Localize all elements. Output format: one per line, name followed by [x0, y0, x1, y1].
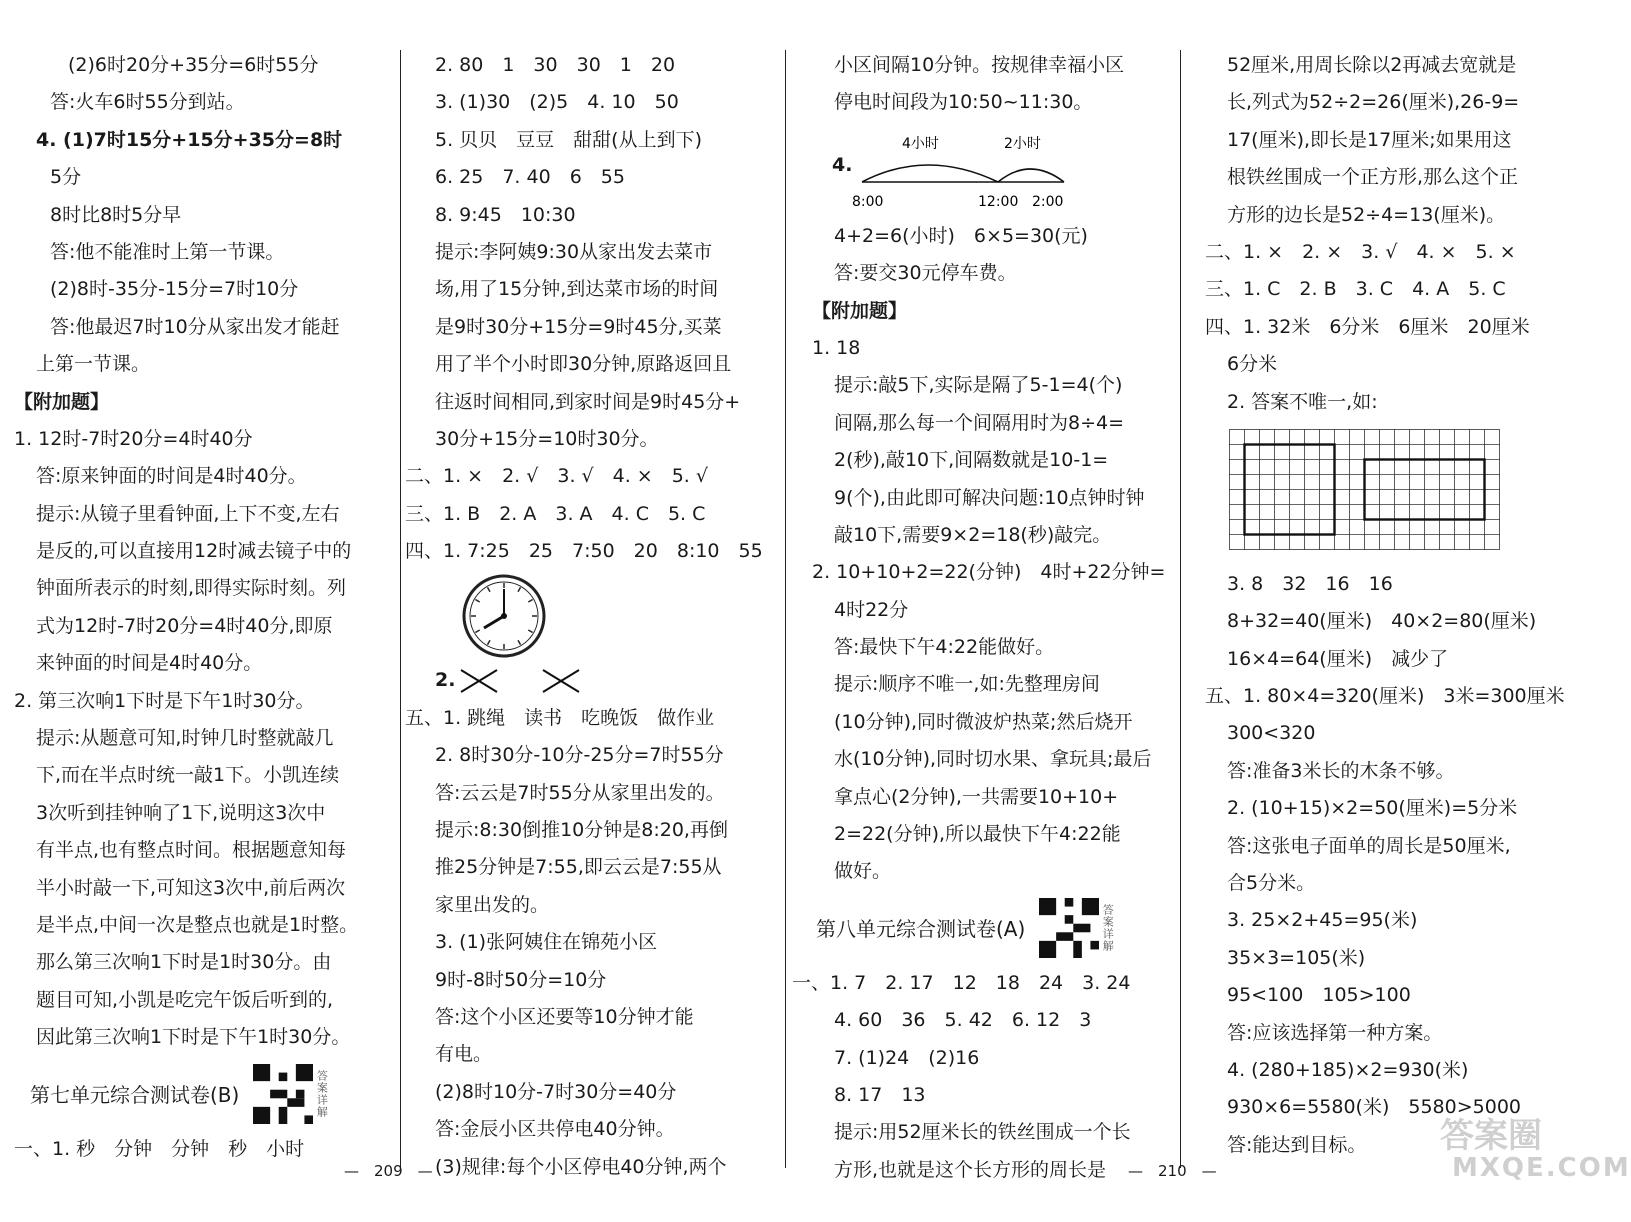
bonus-heading: 【附加题】 — [14, 390, 110, 413]
hint-line: 推25分钟是7:55,即云云是7:55从 — [435, 856, 722, 879]
question-line: 四、1. 32米 6分米 6厘米 20厘米 — [1205, 315, 1530, 338]
text-line: 答:他不能准时上第一节课。 — [50, 240, 285, 263]
text-line: 有电。 — [435, 1043, 493, 1066]
timeline-tick-label: 2:00 — [1032, 193, 1064, 210]
clock-icon — [461, 573, 547, 659]
hint-line: 题目可知,小凯是吃完午饭后听到的, — [36, 988, 334, 1011]
timeline-tick-label: 12:00 — [978, 193, 1019, 210]
hint-line: 30分+15分=10时30分。 — [435, 427, 659, 450]
hint-line: 下,而在半点时统一敲1下。小凯连续 — [36, 764, 340, 787]
hint-line: 间隔,那么每一个间隔用时为8÷4= — [834, 411, 1125, 434]
question-line: 2. 10+10+2=22(分钟) 4时+22分钟= — [812, 561, 1166, 584]
text-line: 8+32=40(厘米) 40×2=80(厘米) — [1227, 610, 1537, 633]
hint-line: 方形的边长是52÷4=13(厘米)。 — [1227, 203, 1506, 226]
text-line: 停电时间段为10:50~11:30。 — [834, 91, 1093, 114]
text-line: (2)8时10分-7时30分=40分 — [435, 1080, 677, 1103]
column-3 — [792, 47, 1182, 1189]
hint-line: 有半点,也有整点时间。根据题意知每 — [36, 839, 347, 862]
timeline-arcs — [852, 126, 1072, 216]
hint-line: 做好。 — [834, 860, 892, 883]
text-line: 答:准备3米长的木条不够。 — [1227, 759, 1455, 782]
question-line: 三、1. B 2. A 3. A 4. C 5. C — [405, 502, 706, 525]
text-line: 4时22分 — [834, 598, 909, 621]
cross-mark-icon — [541, 666, 581, 696]
question-line: 五、1. 跳绳 读书 吃晚饭 做作业 — [405, 706, 715, 729]
text-line: 答:原来钟面的时间是4时40分。 — [36, 465, 307, 488]
question-line: 2. 80 1 30 30 1 20 — [435, 54, 676, 76]
column-2 — [405, 47, 805, 1186]
question-line: 4. (280+185)×2=930(米) — [1227, 1058, 1469, 1081]
hint-line: 半小时敲一下,可知这3次中,前后两次 — [36, 876, 346, 899]
text-line: 930×6=5580(米) 5580>5000 — [1227, 1096, 1521, 1119]
hint-line: 钟面所表示的时刻,即得实际时刻。列 — [36, 577, 347, 600]
text-line: 95<100 105>100 — [1227, 984, 1411, 1007]
hint-line: 提示:顺序不唯一,如:先整理房间 — [834, 673, 1100, 696]
timeline-segment-label: 4小时 — [902, 135, 939, 152]
text-line: 2. 8时30分-10分-25分=7时55分 — [435, 744, 724, 767]
hint-line: 式为12时-7时20分=4时40分,即原 — [36, 614, 333, 637]
section-title: 第七单元综合测试卷(B) — [30, 1083, 240, 1108]
hint-line: 提示:从题意可知,时钟几时整就敲几 — [36, 727, 334, 750]
watermark-url: MXQE.COM — [1452, 1153, 1631, 1183]
question-line: 6. 25 7. 40 6 55 — [435, 166, 625, 189]
hint-line: (10分钟),同时微波炉热菜;然后烧开 — [834, 710, 1133, 733]
square-grid-figure — [1229, 429, 1501, 551]
text-line: 答:火车6时55分到站。 — [50, 91, 245, 114]
hint-line: 那么第三次响1下时是1时30分。由 — [36, 951, 332, 974]
question-line: 五、1. 80×4=320(厘米) 3米=300厘米 — [1205, 685, 1565, 708]
hint-line: 长,列式为52÷2=26(厘米),26-9= — [1227, 91, 1520, 114]
question-line: 一、1. 7 2. 17 12 18 24 3. 24 — [792, 971, 1131, 994]
hint-line: 是半点,中间一次是整点也就是1时整。 — [36, 913, 359, 936]
watermark-logo: 答案圈 — [1440, 1116, 1542, 1156]
hint-line: 2=22(分钟),所以最快下午4:22能 — [834, 823, 1121, 846]
text-line: 答:这个小区还要等10分钟才能 — [435, 1005, 694, 1028]
hint-line: 提示:敲5下,实际是隔了5-1=4(个) — [834, 374, 1123, 397]
question-line: 1. 12时-7时20分=4时40分 — [14, 427, 253, 450]
text-line: 上第一节课。 — [36, 353, 151, 376]
question-line: 3. (1)30 (2)5 4. 10 50 — [435, 91, 679, 114]
qr-code-icon — [1039, 898, 1099, 958]
question-number: 2. — [435, 669, 456, 692]
hint-line: 52厘米,用周长除以2再减去宽就是 — [1227, 54, 1517, 76]
question-line: 2. 第三次响1下时是下午1时30分。 — [14, 689, 315, 712]
text-line: 答:能达到目标。 — [1227, 1133, 1367, 1156]
text-line: (2)8时-35分-15分=7时10分 — [50, 278, 299, 301]
question-line: 4. (1)7时15分+15分+35分=8时 — [36, 128, 343, 151]
hint-line: 拿点心(2分钟),一共需要10+10+ — [834, 785, 1119, 808]
question-line: 5. 贝贝 豆豆 甜甜(从上到下) — [435, 128, 702, 151]
hint-line: 9(个),由此即可解决问题:10点钟时钟 — [834, 486, 1145, 509]
question-line: 2. (10+15)×2=50(厘米)=5分米 — [1227, 797, 1518, 820]
qr-caption: 答案详解 — [315, 1069, 329, 1118]
question-line: 4. 60 36 5. 42 6. 12 3 — [834, 1009, 1092, 1032]
column-1 — [14, 47, 384, 1168]
question-line: 1. 18 — [812, 336, 861, 359]
timeline-tick-label: 8:00 — [852, 193, 884, 210]
text-line: 合5分米。 — [1227, 872, 1316, 895]
qr-code-icon — [253, 1064, 313, 1124]
section-title: 第八单元综合测试卷(A) — [816, 917, 1026, 942]
text-line: (2)6时20分+35分=6时55分 — [68, 54, 319, 76]
text-line: 答:云云是7时55分从家里出发的。 — [435, 781, 725, 804]
question-line: 8. 17 13 — [834, 1083, 926, 1106]
text-line: 4+2=6(小时) 6×5=30(元) — [834, 224, 1088, 247]
question-number: 4. — [832, 153, 853, 176]
question-line: 二、1. × 2. √ 3. √ 4. × 5. √ — [405, 465, 708, 488]
question-line: 二、1. × 2. × 3. √ 4. × 5. × — [1205, 240, 1516, 263]
text-line: 小区间隔10分钟。按规律幸福小区 — [834, 54, 1125, 76]
bonus-heading: 【附加题】 — [812, 299, 908, 322]
question-line: 8. 9:45 10:30 — [435, 203, 576, 226]
text-line: 答:他最迟7时10分从家出发才能赶 — [50, 315, 340, 338]
text-line: 5分 — [50, 166, 82, 189]
hint-line: 是反的,可以直接用12时减去镜子中的 — [36, 540, 352, 563]
hint-line: 场,用了15分钟,到达菜市场的时间 — [435, 278, 719, 301]
clock-figure — [435, 570, 805, 662]
text-line: 300<320 — [1227, 722, 1316, 745]
question-line: 2. 答案不唯一,如: — [1227, 390, 1378, 413]
question-line: 四、1. 7:25 25 7:50 20 8:10 55 — [405, 540, 763, 563]
cross-mark-icon — [459, 666, 499, 696]
hint-line: 2(秒),敲10下,间隔数就是10-1= — [834, 449, 1109, 472]
text-line: 答:要交30元停车费。 — [834, 262, 1017, 285]
page-number-right: — 210 — — [1128, 1162, 1217, 1180]
section-heading — [14, 1057, 384, 1131]
text-line: 答:最快下午4:22能做好。 — [834, 636, 1055, 659]
qr-caption: 答案详解 — [1101, 903, 1115, 952]
question-line: 3. 25×2+45=95(米) — [1227, 909, 1418, 932]
question-line: 3. 8 32 16 16 — [1227, 572, 1393, 595]
hint-line: 家里出发的。 — [435, 893, 550, 916]
question-line: 7. (1)24 (2)16 — [834, 1046, 980, 1069]
question-line: 一、1. 秒 分钟 分钟 秒 小时 — [14, 1137, 305, 1160]
question-line: 3. (1)张阿姨住在锦苑小区 — [435, 931, 658, 954]
hint-line: 提示:8:30倒推10分钟是8:20,再倒 — [435, 819, 728, 842]
column-4 — [1205, 47, 1590, 1164]
section-heading — [812, 891, 1182, 965]
hint-line: 根铁丝围成一个正方形,那么这个正 — [1227, 166, 1519, 189]
text-line: 16×4=64(厘米) 减少了 — [1227, 647, 1449, 670]
text-line: 8时比8时5分早 — [50, 203, 182, 226]
text-line: 6分米 — [1227, 353, 1278, 376]
hint-line: 敲10下,需要9×2=18(秒)敲完。 — [834, 523, 1112, 546]
hint-line: 提示:从镜子里看钟面,上下不变,左右 — [36, 502, 340, 525]
hint-line: 往返时间相同,到家时间是9时45分+ — [435, 390, 741, 413]
hint-line: 17(厘米),即长是17厘米;如果用这 — [1227, 128, 1512, 151]
text-line: 答:应该选择第一种方案。 — [1227, 1021, 1443, 1044]
hint-line: 方形,也就是这个长方形的周长是 — [834, 1158, 1107, 1181]
hint-line: 因此第三次响1下时是下午1时30分。 — [36, 1026, 351, 1049]
timeline-figure — [812, 122, 1182, 218]
hint-line: 3次听到挂钟响了1下,说明这3次中 — [36, 801, 326, 824]
hint-line: 用了半个小时即30分钟,原路返回且 — [435, 353, 732, 376]
question-line: 三、1. C 2. B 3. C 4. A 5. C — [1205, 278, 1506, 301]
hint-line: 水(10分钟),同时切水果、拿玩具;最后 — [834, 748, 1152, 771]
hint-line: 来钟面的时间是4时40分。 — [36, 652, 263, 675]
text-line: 35×3=105(米) — [1227, 946, 1366, 969]
hint-line: 是9时30分+15分=9时45分,买菜 — [435, 315, 722, 338]
page-number-left: — 209 — — [344, 1162, 433, 1180]
text-line: 答:这张电子面单的周长是50厘米, — [1227, 834, 1511, 857]
text-line: (3)规律:每个小区停电40分钟,两个 — [435, 1155, 727, 1178]
column-rule-1 — [400, 50, 401, 1168]
question-line — [435, 662, 805, 699]
text-line: 9时-8时50分=10分 — [435, 968, 607, 991]
text-line: 答:金辰小区共停电40分钟。 — [435, 1118, 675, 1141]
timeline-segment-label: 2小时 — [1004, 135, 1041, 152]
hint-line: 提示:李阿姨9:30从家出发去菜市 — [435, 240, 713, 263]
hint-line: 提示:用52厘米长的铁丝围成一个长 — [834, 1121, 1131, 1144]
